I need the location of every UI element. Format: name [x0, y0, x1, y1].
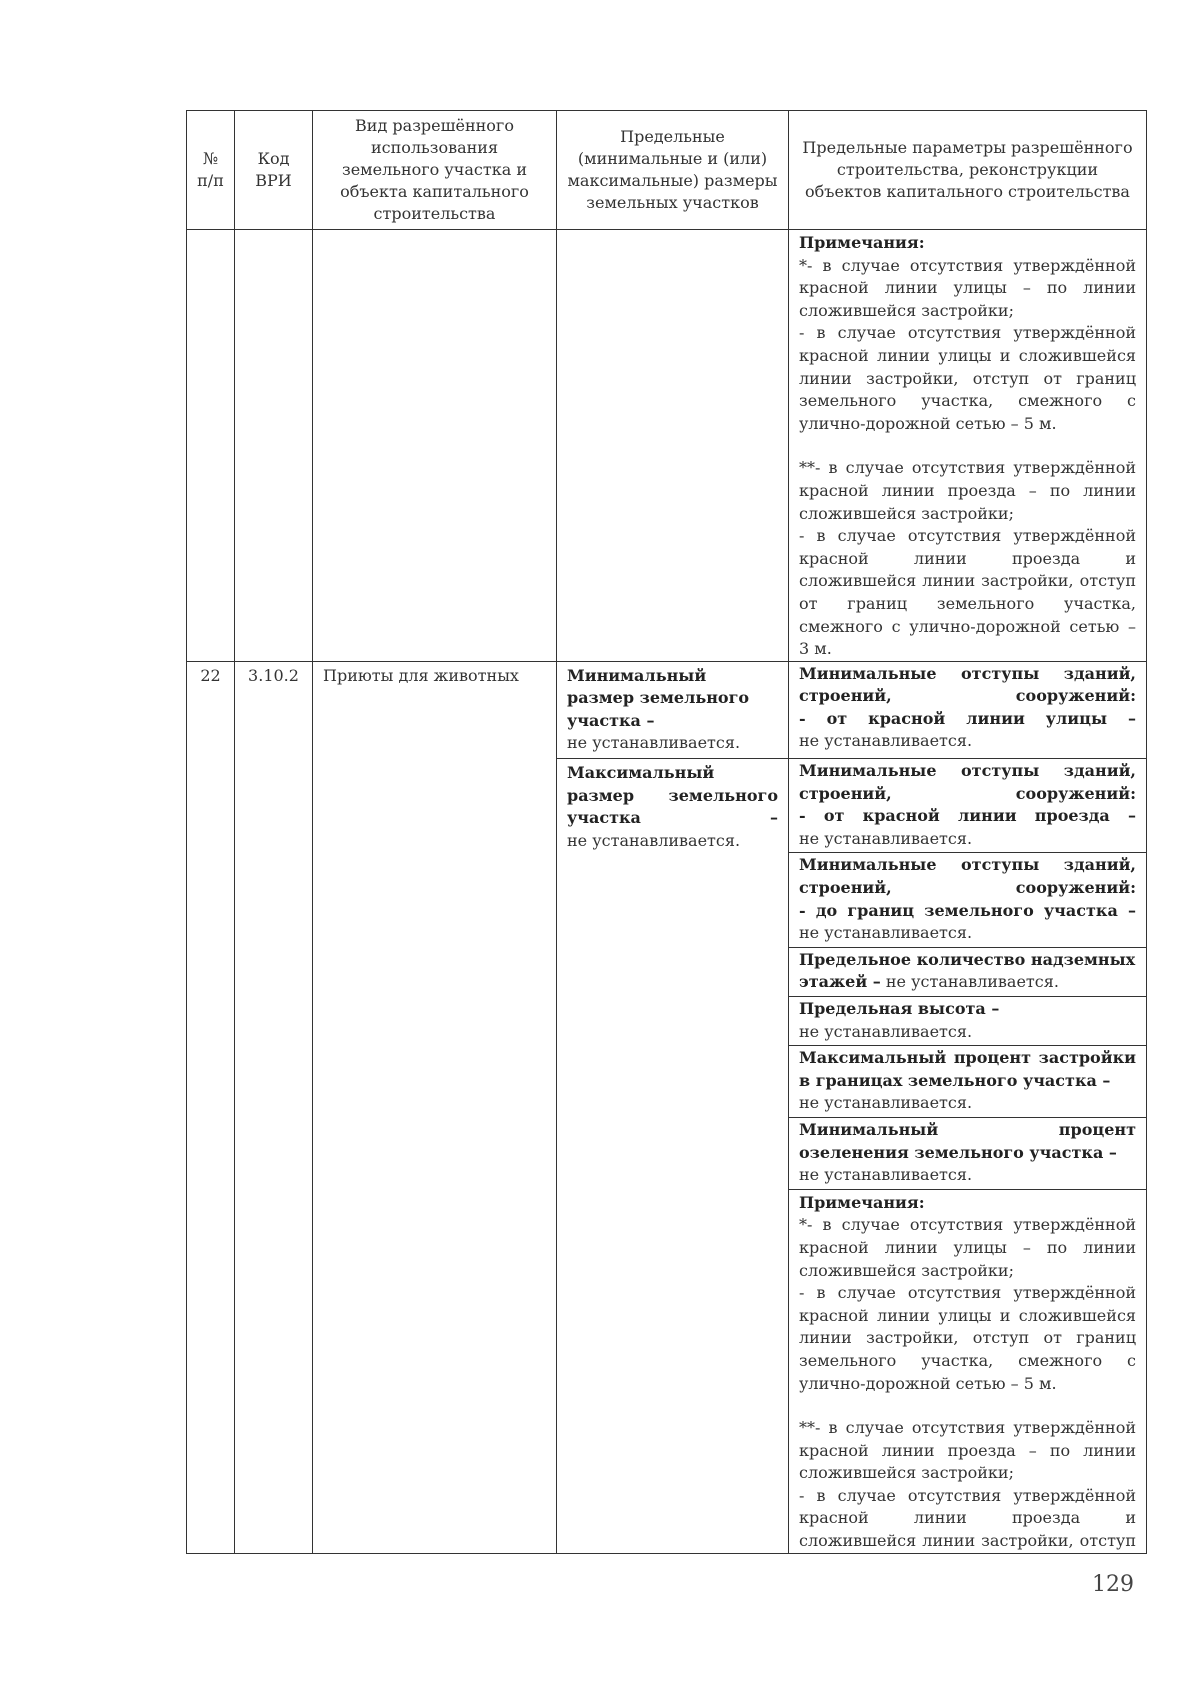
note-text: - в случае отсутствия утверждённой красной линии проезда и сложившейся линии застройки, отступ от границ земельного участка, смежного с улично-дорожной сетью – 3 м. [799, 526, 1136, 659]
notes-title: Примечания: [799, 1192, 925, 1212]
param-line: - от красной линии улицы – [799, 708, 1136, 728]
note-text: *- в случае отсутствия утверждённой красной линии улицы – по линии сложившейся застройки; [799, 255, 1136, 320]
header-no: № п/п [187, 111, 235, 230]
header-code: Код ВРИ [235, 111, 313, 230]
max-size-label: Максимальный размер земельного участка – [567, 763, 778, 828]
param-heading: Минимальные отступы зданий, строений, сооружений: [799, 663, 1136, 706]
param-cell [789, 661, 1147, 758]
param-heading: Минимальные отступы зданий, строений, сооружений: [799, 855, 1136, 898]
notes-cell [789, 1189, 1147, 1553]
header-size: Предельные (минимальные и (или) максимальные) размеры земельных участков [557, 111, 789, 230]
note-text: **- в случае отсутствия утверждённой красной линии проезда – по линии сложившейся застройки; [799, 458, 1136, 523]
param-value: не устанавливается. [799, 828, 973, 848]
param-heading: Минимальные отступы зданий, строений, сооружений: [799, 761, 1136, 803]
param-cell [789, 997, 1147, 1046]
param-value: не устанавливается. [799, 1021, 973, 1041]
param-cell [789, 853, 1147, 947]
min-size-label: Минимальный размер земельного участка – [567, 665, 750, 730]
param-value: не устанавливается. [799, 923, 973, 943]
param-value: не устанавливается. [885, 972, 1059, 992]
note-text: - в случае отсутствия утверждённой красной линии улицы и сложившейся линии застройки, отступ от границ земельного участка, смежного с улично-дорожной сетью – 5 м. [799, 323, 1136, 433]
param-cell [789, 1046, 1147, 1118]
param-heading: Предельная высота – [799, 999, 1000, 1018]
notes-title: Примечания: [799, 233, 925, 252]
param-cell [789, 947, 1147, 996]
note-text: *- в случае отсутствия утверждённой красной линии улицы – по линии сложившейся застройки; [799, 1215, 1136, 1280]
header-use: Вид разрешённого использования земельного участка и объекта капитального строительства [313, 111, 557, 230]
max-size-cell [557, 759, 789, 1554]
header-params: Предельные параметры разрешённого строительства, реконструкции объектов капитального строительства [789, 111, 1147, 230]
note-text: - в случае отсутствия утверждённой красной линии проезда и сложившейся линии застройки, отступ [799, 1485, 1136, 1551]
row-code: 3.10.2 [235, 661, 313, 1553]
note-text: - в случае отсутствия утверждённой красной линии улицы и сложившейся линии застройки, отступ от границ земельного участка, смежного с улично-дорожной сетью – 5 м. [799, 1283, 1136, 1393]
row-number: 22 [187, 661, 235, 1553]
min-size-value: не устанавливается. [567, 733, 741, 753]
min-size-cell [557, 661, 789, 758]
table-header-row [187, 111, 1147, 230]
param-value: не устанавливается. [799, 731, 973, 751]
param-heading: Минимальный процент озеленения земельного участка – [799, 1119, 1136, 1162]
max-size-value: не устанавливается. [567, 830, 741, 850]
page-number: 129 [1092, 1572, 1134, 1597]
param-heading: Максимальный процент застройки в границах земельного участка – [799, 1048, 1136, 1090]
note-text: **- в случае отсутствия утверждённой красной линии проезда – по линии сложившейся застройки; [799, 1418, 1136, 1483]
row-use: Приюты для животных [313, 661, 557, 1553]
param-cell [789, 1117, 1147, 1189]
param-value: не устанавливается. [799, 1165, 973, 1185]
param-heading: Предельное количество надземных этажей – [799, 949, 1136, 992]
param-line: - до границ земельного участка – [799, 900, 1136, 920]
notes-cell [789, 230, 1147, 662]
param-line: - от красной линии проезда – [799, 806, 1136, 826]
table-row [187, 661, 1147, 758]
zoning-table [186, 110, 1147, 1554]
table-row [187, 230, 1147, 662]
param-cell [789, 759, 1147, 853]
param-value: не устанавливается. [799, 1093, 973, 1113]
